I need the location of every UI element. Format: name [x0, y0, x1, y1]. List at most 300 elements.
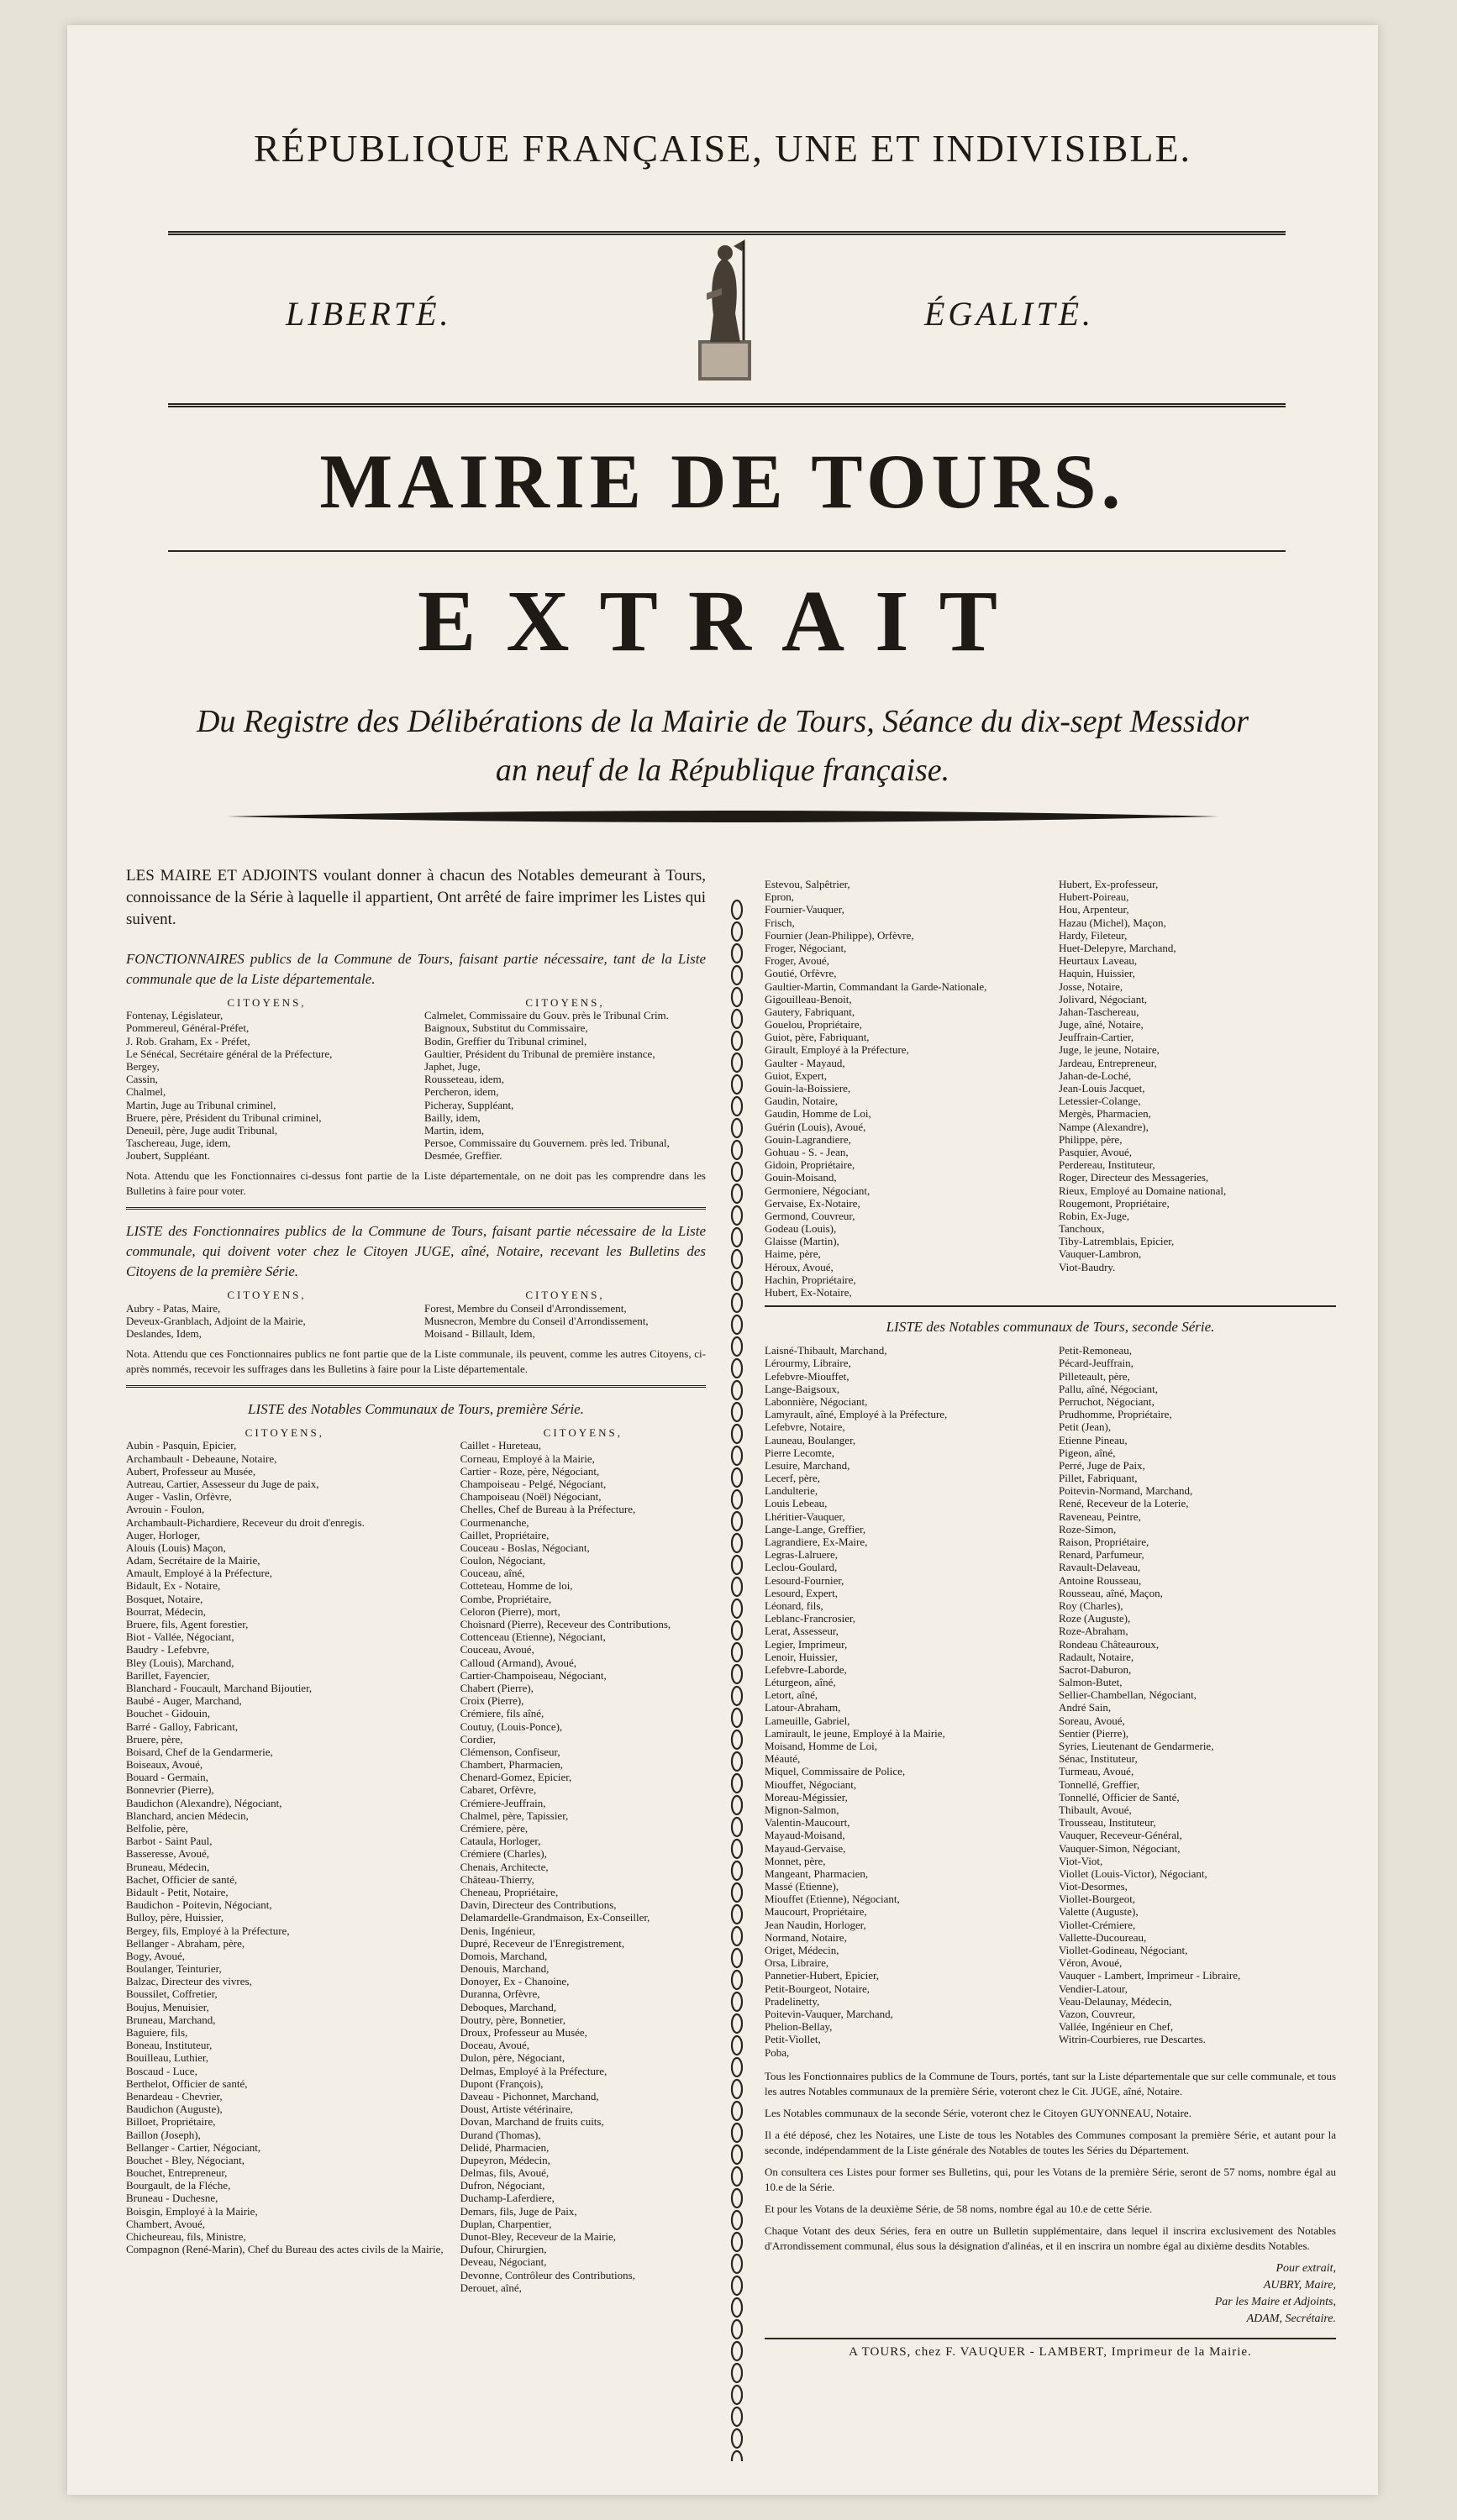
list-item: Vauquer-Simon, Négociant, [1059, 1841, 1181, 1855]
citoyens-label: CITOYENS, [525, 996, 605, 1009]
list-item: Goutié, Orfèvre, [765, 967, 837, 980]
list-item: Dovan, Marchand de fruits cuits, [460, 2115, 604, 2129]
list-item: Japhet, Juge, [424, 1059, 481, 1073]
list-item: Droux, Professeur au Musée, [460, 2026, 587, 2040]
list-item: Baignoux, Substitut du Commissaire, [424, 1021, 588, 1035]
right-column [765, 878, 1336, 2359]
list-item: Balzac, Directeur des vivres, [126, 1975, 252, 1988]
list-item: Haquin, Huissier, [1059, 967, 1135, 980]
list-item: Crémiere, fils aîné, [460, 1707, 544, 1720]
liste-fonctionnaires-title: LISTE des Fonctionnaires publics de la Commune de Tours, faisant partie nécessaire de la Liste communale, qui doivent voter chez le Citoyen JUGE, aîné, Notaire, recevant les Bulletins des Citoyens de la première Série. [126, 1223, 706, 1280]
list-item: Belfolie, père, [126, 1822, 188, 1835]
notables-list-right [1059, 878, 1336, 1299]
list-item: Boisard, Chef de la Gendarmerie, [126, 1745, 273, 1758]
list-item: Couceau, aîné, [460, 1567, 525, 1580]
list-item: Bruneau, Marchand, [126, 2013, 216, 2026]
list-item: Pilleteault, père, [1059, 1369, 1130, 1383]
list-item: Blanchard, ancien Médecin, [126, 1809, 249, 1822]
seconde-serie-title: LISTE des Notables communaux de Tours, seconde Série. [886, 1319, 1215, 1336]
list-item: Tonnellé, Greffier, [1059, 1777, 1140, 1791]
nota-fonctionnaires: Nota. Attendu que les Fonctionnaires ci-dessus font partie de la Liste départementale, on ne doit pas les comprendre dans les Bulletins à faire pour voter. [126, 1169, 706, 1198]
list-item: Haime, père, [765, 1247, 821, 1261]
list-item: Froger, Avoué, [765, 954, 829, 968]
list-item: Epron, [765, 890, 795, 904]
list-item: Hubert, Ex-professeur, [1059, 878, 1159, 890]
list-item: Letessier-Colange, [1059, 1095, 1141, 1108]
list-item: Jolivard, Négociant, [1059, 992, 1148, 1005]
list-item: Dulon, père, Négociant, [460, 2051, 565, 2065]
republique-heading: RÉPUBLIQUE FRANÇAISE, UNE ET INDIVISIBLE. [253, 127, 1192, 170]
list-item: Chabert (Pierre), [460, 1681, 534, 1694]
list-item: Mayaud-Moisand, [765, 1829, 845, 1842]
list-item: Massé (Etienne), [765, 1880, 839, 1893]
list-item: Davin, Directeur des Contributions, [460, 1898, 617, 1912]
list-item: Mangeant, Pharmacien, [765, 1866, 869, 1880]
list-item: Cheneau, Propriétaire, [460, 1885, 559, 1898]
list-item: Hazau (Michel), Maçon, [1059, 916, 1166, 929]
ornamental-rule [227, 806, 1218, 827]
list-item: Lérourmy, Libraire, [765, 1357, 851, 1370]
list-item: Adam, Secrétaire de la Mairie, [126, 1554, 260, 1567]
list-item: Normand, Notaire, [765, 1930, 847, 1944]
list-item: Boujus, Menuisier, [126, 2000, 209, 2013]
document-sheet [67, 25, 1378, 2495]
list-item: Duchamp-Laferdiere, [460, 2192, 555, 2205]
list-item: Baudichon - Poitevin, Négociant, [126, 1898, 272, 1912]
list-item: Labonnière, Négociant, [765, 1394, 868, 1408]
list-item: Couceau - Boslas, Négociant, [460, 1541, 590, 1554]
list-item: Barré - Galloy, Fabricant, [126, 1719, 239, 1733]
list-item: Leblanc-Francrosier, [765, 1612, 856, 1625]
list-item: Berthelot, Officier de santé, [126, 2076, 248, 2090]
list-item: Duranna, Orfèvre, [460, 1987, 540, 2001]
list-item: Baudichon (Alexandre), Négociant, [126, 1796, 282, 1809]
list-item: Chalmel, père, Tapissier, [460, 1809, 569, 1822]
list-item: Germond, Couvreur, [765, 1209, 855, 1222]
list-item: Joubert, Suppléant. [126, 1149, 211, 1163]
list-item: Basseresse, Avoué, [126, 1847, 210, 1861]
list-item: Baillon (Joseph), [126, 2128, 201, 2141]
list-item: Archambault - Debeaune, Notaire, [126, 1452, 277, 1465]
list-item: Bouchet - Gidouin, [126, 1707, 211, 1720]
list-item: Lamyrault, aîné, Employé à la Préfecture, [765, 1408, 948, 1421]
list-item: Renard, Parfumeur, [1059, 1548, 1144, 1562]
signature-line: ADAM, Secrétaire. [1246, 2312, 1336, 2325]
extrait-title: EXTRAIT [418, 573, 1028, 669]
list-item: Pallu, aîné, Négociant, [1059, 1382, 1159, 1395]
list-item: Hubert-Poireau, [1059, 890, 1129, 904]
list-item: Domois, Marchand, [460, 1949, 548, 1962]
list-item: Lameuille, Gabriel, [765, 1714, 850, 1727]
list-item: Louis Lebeau, [765, 1497, 828, 1510]
list-item: Taschereau, Juge, idem, [126, 1137, 231, 1150]
list-item: Doutry, père, Bonnetier, [460, 2013, 565, 2026]
list-item: Tiby-Latremblais, Epicier, [1059, 1235, 1175, 1248]
list-item: Delmas, Employé à la Préfecture, [460, 2064, 608, 2077]
list-item: Gaultier-Martin, Commandant la Garde-Nationale, [765, 979, 987, 993]
list-item: Baguiere, fils, [126, 2026, 188, 2040]
signature-line: Pour extrait, [1276, 2261, 1336, 2275]
list-item: Chelles, Chef de Bureau à la Préfecture, [460, 1503, 636, 1516]
list-item: Gaultier, Président du Tribunal de première instance, [424, 1047, 655, 1060]
intro-paragraph: LES MAIRE ET ADJOINTS voulant donner à chacun des Notables demeurant à Tours, connoissance de la Série à laquelle il appartient, Ont arrêté de faire imprimer les Listes qui suivent. [126, 867, 706, 928]
list-item: Dupré, Receveur de l'Enregistrement, [460, 1936, 625, 1950]
list-item: Cartier-Champoiseau, Négociant, [460, 1668, 607, 1682]
list-item: Lenoir, Huissier, [765, 1650, 838, 1663]
list-item: Bidault - Petit, Notaire, [126, 1885, 229, 1898]
list-item: Vallette-Ducoureau, [1059, 1930, 1147, 1944]
list-item: Dufron, Négociant, [460, 2179, 545, 2192]
list-item: Pommereul, Général-Préfet, [126, 1021, 250, 1035]
list-item: Miquel, Commissaire de Police, [765, 1765, 906, 1778]
signature-block [765, 2260, 1336, 2328]
list-item: Persoe, Commissaire du Gouvernem. près led. Tribunal, [424, 1137, 670, 1150]
list-item: Bachet, Officier de santé, [126, 1872, 238, 1886]
list-item: Bley (Louis), Marchand, [126, 1656, 234, 1669]
list-item: Antoine Rousseau, [1059, 1573, 1142, 1587]
closing-paragraph: Tous les Fonctionnaires publics de la Commune de Tours, portés, tant sur la Liste départementale que sur celle communale, et tous les autres Notables communaux de la première Série, voteront chez le Cit. JUGE, aîné, Notaire. [765, 2069, 1336, 2097]
list-item: Gaudin, Notaire, [765, 1095, 839, 1108]
list-item: Bruneau, Médecin, [126, 1860, 210, 1873]
list-item: Sellier-Chambellan, Négociant, [1059, 1688, 1197, 1702]
list-item: Bulloy, père, Huissier, [126, 1911, 224, 1924]
list-item: Crémiere, père, [460, 1822, 529, 1835]
list-item: Tonnellé, Officier de Santé, [1059, 1790, 1180, 1803]
list-item: Vauquer-Lambron, [1059, 1247, 1142, 1261]
list-item: Latour-Abraham, [765, 1701, 841, 1714]
closing-notes [765, 2069, 1336, 2254]
list-item: Vauquer - Lambert, Imprimeur - Libraire, [1059, 1969, 1241, 1982]
list-item: Aubry - Patas, Maire, [126, 1301, 221, 1315]
list-item: Clémenson, Confiseur, [460, 1745, 560, 1758]
list-item: Corneau, Employé à la Mairie, [460, 1452, 595, 1465]
list-item: Bidault, Ex - Notaire, [126, 1579, 221, 1593]
list-item: Bourrat, Médecin, [126, 1604, 206, 1618]
list-item: Tanchoux, [1059, 1222, 1105, 1236]
list-item: Cordier, [460, 1732, 497, 1746]
closing-paragraph: Il a été déposé, chez les Notaires, une Liste de tous les Notables des Communes composant la première Série, et autant pour la seconde, indépendamment de la Liste générale des Notables de toutes les Séries du Département. [765, 2128, 1336, 2156]
list-item: Bellanger - Cartier, Négociant, [126, 2140, 261, 2154]
list-item: Petit-Bourgeot, Notaire, [765, 1982, 871, 1995]
list-item: Phelion-Bellay, [765, 2020, 833, 2034]
list-item: Combe, Propriétaire, [460, 1592, 552, 1605]
list-item: Auger, Horloger, [126, 1528, 201, 1541]
list-item: Moisand, Homme de Loi, [765, 1740, 877, 1752]
premiere-serie-list-right [460, 1439, 706, 2294]
list-item: Hardy, Fileteur, [1059, 928, 1128, 942]
list-item: Dunot-Bley, Receveur de la Mairie, [460, 2230, 617, 2244]
list-item: Jardeau, Entrepreneur, [1059, 1056, 1157, 1069]
list-item: Bruneau - Duchesne, [126, 2192, 218, 2205]
list-item: Pannetier-Hubert, Epicier, [765, 1969, 880, 1982]
list-item: Glaisse (Martin), [765, 1235, 839, 1248]
citoyens-label: CITOYENS, [525, 1289, 605, 1302]
list-item: Coutuy, (Louis-Ponce), [460, 1719, 563, 1733]
list-item: Pigeon, aîné, [1059, 1446, 1116, 1459]
list-item: Gohuau - S. - Jean, [765, 1145, 849, 1158]
list-item: Blanchard - Foucault, Marchand Bijoutier, [126, 1681, 313, 1694]
list-item: Champoiseau - Pelgé, Négociant, [460, 1477, 607, 1490]
section-rule [126, 1207, 706, 1210]
list-item: Cottenceau (Etienne), Négociant, [460, 1630, 606, 1644]
list-item: Perré, Juge de Paix, [1059, 1458, 1145, 1472]
signature-line: AUBRY, Maire, [1263, 2278, 1336, 2292]
list-item: Chalmel, [126, 1085, 166, 1099]
list-item: Derouet, aîné, [460, 2281, 522, 2294]
list-item: Viot-Baudry. [1059, 1260, 1116, 1273]
list-item: André Sain, [1059, 1701, 1112, 1714]
list-item: Jean Naudin, Horloger, [765, 1918, 866, 1931]
list-item: Calmelet, Commissaire du Gouv. près le Tribunal Crim. [424, 1009, 669, 1022]
list-item: Leclou-Goulard, [765, 1561, 838, 1574]
list-item: Delamardelle-Grandmaison, Ex-Conseiller, [460, 1911, 650, 1924]
rule-top [168, 231, 1286, 235]
list-item: Bergey, [126, 1059, 160, 1073]
motto-liberte: LIBERTÉ. [286, 295, 452, 333]
list-item: Viollet-Crémiere, [1059, 1918, 1136, 1931]
nota-liste: Nota. Attendu que ces Fonctionnaires publics ne font partie que de la Liste communale, ils peuvent, comme les autres Citoyens, ci-après nommés, recevoir les suffrages dans les Bulletins à faire pour la Liste départementale. [126, 1347, 706, 1376]
seconde-serie-list-left [765, 1344, 1042, 2059]
list-item: Bouchet - Bley, Négociant, [126, 2153, 245, 2166]
list-item: Jeuffrain-Cartier, [1059, 1031, 1134, 1044]
list-item: Gouin-Moisand, [765, 1171, 837, 1184]
list-item: Viollet-Godineau, Négociant, [1059, 1944, 1188, 1956]
list-item: Fournier-Vauquer, [765, 903, 844, 916]
list-item: Viot-Desormes, [1059, 1880, 1128, 1893]
list-item: Gouin-la-Boissiere, [765, 1082, 851, 1095]
list-item: Soreau, Avoué, [1059, 1714, 1125, 1727]
list-item: Mergès, Pharmacien, [1059, 1107, 1151, 1121]
list-item: Baubé - Auger, Marchand, [126, 1694, 242, 1708]
list-item: Méauté, [765, 1752, 801, 1766]
list-item: Juge, le jeune, Notaire, [1059, 1043, 1160, 1057]
list-item: Landulterie, [765, 1484, 818, 1498]
rule-mairie [168, 550, 1286, 552]
list-item: Syries, Lieutenant de Gendarmerie, [1059, 1740, 1214, 1752]
list-item: Moreau-Mégissier, [765, 1790, 848, 1803]
list-item: Hubert, Ex-Notaire, [765, 1286, 852, 1299]
list-item: Pillet, Fabriquant, [1059, 1472, 1138, 1485]
list-item: Bruere, père, [126, 1732, 183, 1746]
list-item: Roy (Charles), [1059, 1599, 1123, 1612]
list-item: Bellanger - Abraham, père, [126, 1936, 245, 1950]
list-item: Gouelou, Propriétaire, [765, 1018, 862, 1032]
list-item: Froger, Négociant, [765, 941, 847, 954]
list-item: Josse, Notaire, [1059, 979, 1123, 993]
list-item: Vallée, Ingénieur en Chef, [1059, 2020, 1174, 2034]
list-item: Durand (Thomas), [460, 2128, 541, 2141]
list-item: Pasquier, Avoué, [1059, 1145, 1132, 1158]
list-item: Autreau, Cartier, Assesseur du Juge de paix, [126, 1477, 319, 1490]
list-item: Moisand - Billault, Idem, [424, 1327, 535, 1341]
list-item: Alouis (Louis) Maçon, [126, 1541, 226, 1554]
list-item: Benardeau - Chevrier, [126, 2089, 223, 2103]
list-item: Raison, Propriétaire, [1059, 1536, 1149, 1548]
list-item: Crémiere (Charles), [460, 1847, 547, 1861]
list-item: Croix (Pierre), [460, 1694, 524, 1708]
list-item: Lefebvre, Notaire, [765, 1420, 845, 1434]
list-item: Chenard-Gomez, Epicier, [460, 1771, 572, 1784]
list-item: Martin, Juge au Tribunal criminel, [126, 1098, 276, 1111]
list-item: Chenais, Architecte, [460, 1860, 549, 1873]
list-item: Bourgault, de la Fléche, [126, 2179, 231, 2192]
list-item: Hachin, Propriétaire, [765, 1273, 856, 1286]
fonctionnaires-list-right [424, 1009, 706, 1162]
list-item: Duplan, Charpentier, [460, 2217, 552, 2230]
list-item: Delidé, Pharmacien, [460, 2140, 550, 2154]
list-item: Lefebvre-Miouffet, [765, 1369, 849, 1383]
list-item: Nampe (Alexandre), [1059, 1120, 1149, 1133]
list-item: Poitevin-Vauquer, Marchand, [765, 2007, 893, 2020]
premiere-serie-title: LISTE des Notables Communaux de Tours, première Série. [248, 1401, 584, 1418]
list-item: Rousseau, aîné, Maçon, [1059, 1586, 1163, 1599]
list-item: Gidoin, Propriétaire, [765, 1158, 855, 1172]
list-item: Baudry - Lefebvre, [126, 1643, 210, 1656]
list-item: Deslandes, Idem, [126, 1327, 202, 1341]
list-item: Salmon-Butet, [1059, 1676, 1123, 1689]
list-item: Lagrandiere, Ex-Maire, [765, 1536, 868, 1548]
premiere-serie-list-left [126, 1439, 444, 2255]
list-item: Cataula, Horloger, [460, 1835, 541, 1848]
list-item: Pradelinetty, [765, 1994, 820, 2008]
list-item: Dupont (François), [460, 2076, 544, 2090]
list-item: Vauquer, Receveur-Général, [1059, 1829, 1182, 1842]
list-item: Poitevin-Normand, Marchand, [1059, 1484, 1193, 1498]
closing-paragraph: Et pour les Votans de la deuxième Série, de 58 noms, nombre égal au 10.e de cette Série. [765, 2202, 1153, 2215]
list-item: Percheron, idem, [424, 1085, 499, 1099]
list-item: Gaulter - Mayaud, [765, 1056, 845, 1069]
list-item: Pécard-Jeuffrain, [1059, 1357, 1134, 1370]
list-item: Lefebvre-Laborde, [765, 1662, 847, 1676]
list-item: Valette (Auguste), [1059, 1905, 1139, 1919]
rule-motto [168, 403, 1286, 407]
list-item: Heurtaux Laveau, [1059, 954, 1138, 968]
list-item: Maucourt, Propriétaire, [765, 1905, 867, 1919]
list-item: Petit-Viollet, [765, 2033, 821, 2046]
list-item: Jahan-de-Loché, [1059, 1068, 1132, 1082]
list-item: Caillet - Hureteau, [460, 1439, 541, 1452]
list-item: Petit (Jean), [1059, 1420, 1112, 1434]
list-item: Calloud (Armand), Avoué, [460, 1656, 577, 1669]
list-item: Lamirault, le jeune, Employé à la Mairie, [765, 1726, 945, 1740]
list-item: Celoron (Pierre), mort, [460, 1604, 560, 1618]
printer-imprint: A TOURS, chez F. VAUQUER - LAMBERT, Imprimeur de la Mairie. [849, 2344, 1252, 2359]
list-item: Forest, Membre du Conseil d'Arrondissement, [424, 1301, 627, 1315]
list-item: Boussilet, Coffretier, [126, 1987, 218, 2001]
list-item: Lesourd-Fournier, [765, 1573, 844, 1587]
list-item: Boulanger, Teinturier, [126, 1962, 222, 1976]
list-item: Launeau, Boulanger, [765, 1433, 856, 1446]
section-rule [765, 2338, 1336, 2339]
list-item: Viot-Viot, [1059, 1854, 1103, 1867]
list-item: Deveau, Négociant, [460, 2255, 547, 2269]
list-item: Bodin, Greffier du Tribunal criminel, [424, 1034, 587, 1047]
list-item: Bouilleau, Luthier, [126, 2051, 209, 2065]
list-item: Bogy, Avoué, [126, 1949, 186, 1962]
list-item: Amault, Employé à la Préfecture, [126, 1567, 272, 1580]
list-item: Denis, Ingénieur, [460, 1924, 535, 1937]
list-item: J. Rob. Graham, Ex - Préfet, [126, 1034, 250, 1047]
list-item: Gouin-Lagrandiere, [765, 1132, 851, 1146]
list-item: Fontenay, Législateur, [126, 1009, 224, 1022]
list-item: Vendier-Latour, [1059, 1982, 1128, 1995]
list-item: Witrin-Courbieres, rue Descartes. [1059, 2033, 1206, 2046]
list-item: Cassin, [126, 1073, 158, 1086]
list-item: Roger, Directeur des Messageries, [1059, 1171, 1209, 1184]
list-item: Vazon, Couvreur, [1059, 2007, 1135, 2020]
list-item: Lhéritier-Vauquer, [765, 1509, 845, 1523]
list-item: Radault, Notaire, [1059, 1650, 1134, 1663]
closing-paragraph: Chaque Votant des deux Séries, fera en outre un Bulletin supplémentaire, dans lequel il inscrira exclusivement des Notables d'Arrondissement communal, élus sous la désignation d'alinéas, et il en inscrira un nombre égal au dixième desdits Notables. [765, 2223, 1336, 2252]
closing-paragraph: On consultera ces Listes pour former ses Bulletins, qui, pour les Votans de la première Série, seront de 57 noms, nombre égal au 10.e de la Série. [765, 2165, 1336, 2193]
fonctionnaires-title: FONCTIONNAIRES publics de la Commune de Tours, faisant partie nécessaire, tant de la Liste communale que de la Liste départementale. [126, 951, 706, 987]
list-item: Sénac, Instituteur, [1059, 1752, 1138, 1766]
list-item: Laisné-Thibault, Marchand, [765, 1344, 887, 1357]
list-item: Juge, aîné, Notaire, [1059, 1018, 1144, 1032]
list-item: Orsa, Libraire, [765, 1956, 829, 1970]
citoyens-label: CITOYENS, [543, 1426, 623, 1440]
list-item: Desmée, Greffier. [424, 1149, 502, 1163]
list-item: Picheray, Suppléant, [424, 1098, 514, 1111]
list-item: Viollet (Louis-Victor), Négociant, [1059, 1866, 1207, 1880]
list-item: Petit-Remoneau, [1059, 1344, 1133, 1357]
list-item: Bergey, fils, Employé à la Préfecture, [126, 1924, 290, 1937]
list-item: Boscaud - Luce, [126, 2064, 197, 2077]
list-item: Perdereau, Instituteur, [1059, 1158, 1155, 1172]
list-item: Perruchot, Négociant, [1059, 1394, 1155, 1408]
list-item: Bouard - Germain, [126, 1771, 208, 1784]
list-item: Turmeau, Avoué, [1059, 1765, 1134, 1778]
list-item: Gaudin, Homme de Loi, [765, 1107, 871, 1121]
list-item: Demars, fils, Juge de Paix, [460, 2204, 577, 2218]
list-item: Cabaret, Orfèvre, [460, 1783, 537, 1797]
left-column [126, 865, 706, 2294]
list-item: Baudichon (Auguste), [126, 2103, 223, 2116]
list-item: Bruere, fils, Agent forestier, [126, 1618, 249, 1631]
list-item: Philippe, père, [1059, 1132, 1123, 1146]
list-item: Devonne, Contrôleur des Contributions, [460, 2268, 635, 2281]
list-item: Trousseau, Instituteur, [1059, 1816, 1156, 1830]
list-item: Lesourd, Expert, [765, 1586, 839, 1599]
list-item: Pierre Lecomte, [765, 1446, 835, 1459]
list-item: Etienne Pineau, [1059, 1433, 1128, 1446]
list-item: Donoyer, Ex - Chanoine, [460, 1975, 570, 1988]
list-item: Mignon-Salmon, [765, 1803, 839, 1816]
list-item: Daveau - Pichonnet, Marchand, [460, 2089, 599, 2103]
list-item: Huet-Delepyre, Marchand, [1059, 941, 1176, 954]
list-item: Archambault-Pichardiere, Receveur du droit d'enregis. [126, 1515, 365, 1529]
list-item: René, Receveur de la Loterie, [1059, 1497, 1189, 1510]
list-item: Caillet, Propriétaire, [460, 1528, 550, 1541]
seconde-serie-list-right [1059, 1344, 1336, 2059]
list-item: Chambert, Pharmacien, [460, 1758, 563, 1772]
list-item: Fournier (Jean-Philippe), Orfèvre, [765, 928, 914, 942]
list-item: Gautery, Fabriquant, [765, 1005, 855, 1018]
list-item: Thibault, Avoué, [1059, 1803, 1132, 1816]
list-item: Miouffet (Etienne), Négociant, [765, 1893, 900, 1906]
registre-subtitle: Du Registre des Délibérations de la Mairie de Tours, Séance du dix-sept Messidor an neuf de la République française. [196, 704, 1249, 788]
mairie-title: MAIRIE DE TOURS. [319, 438, 1126, 524]
list-item: Estevou, Salpêtrier, [765, 878, 850, 890]
list-item: Boiseaux, Avoué, [126, 1758, 203, 1772]
list-item: Aubin - Pasquin, Epicier, [126, 1439, 237, 1452]
list-item: Ravault-Delaveau, [1059, 1561, 1141, 1574]
list-item: Hou, Arpenteur, [1059, 903, 1129, 916]
list-item: Choisnard (Pierre), Receveur des Contributions, [460, 1618, 671, 1631]
liste-fonctionnaires-left [126, 1302, 408, 1341]
list-item: Veau-Delaunay, Médecin, [1059, 1994, 1172, 2008]
list-item: Musnecron, Membre du Conseil d'Arrondissement, [424, 1314, 649, 1327]
